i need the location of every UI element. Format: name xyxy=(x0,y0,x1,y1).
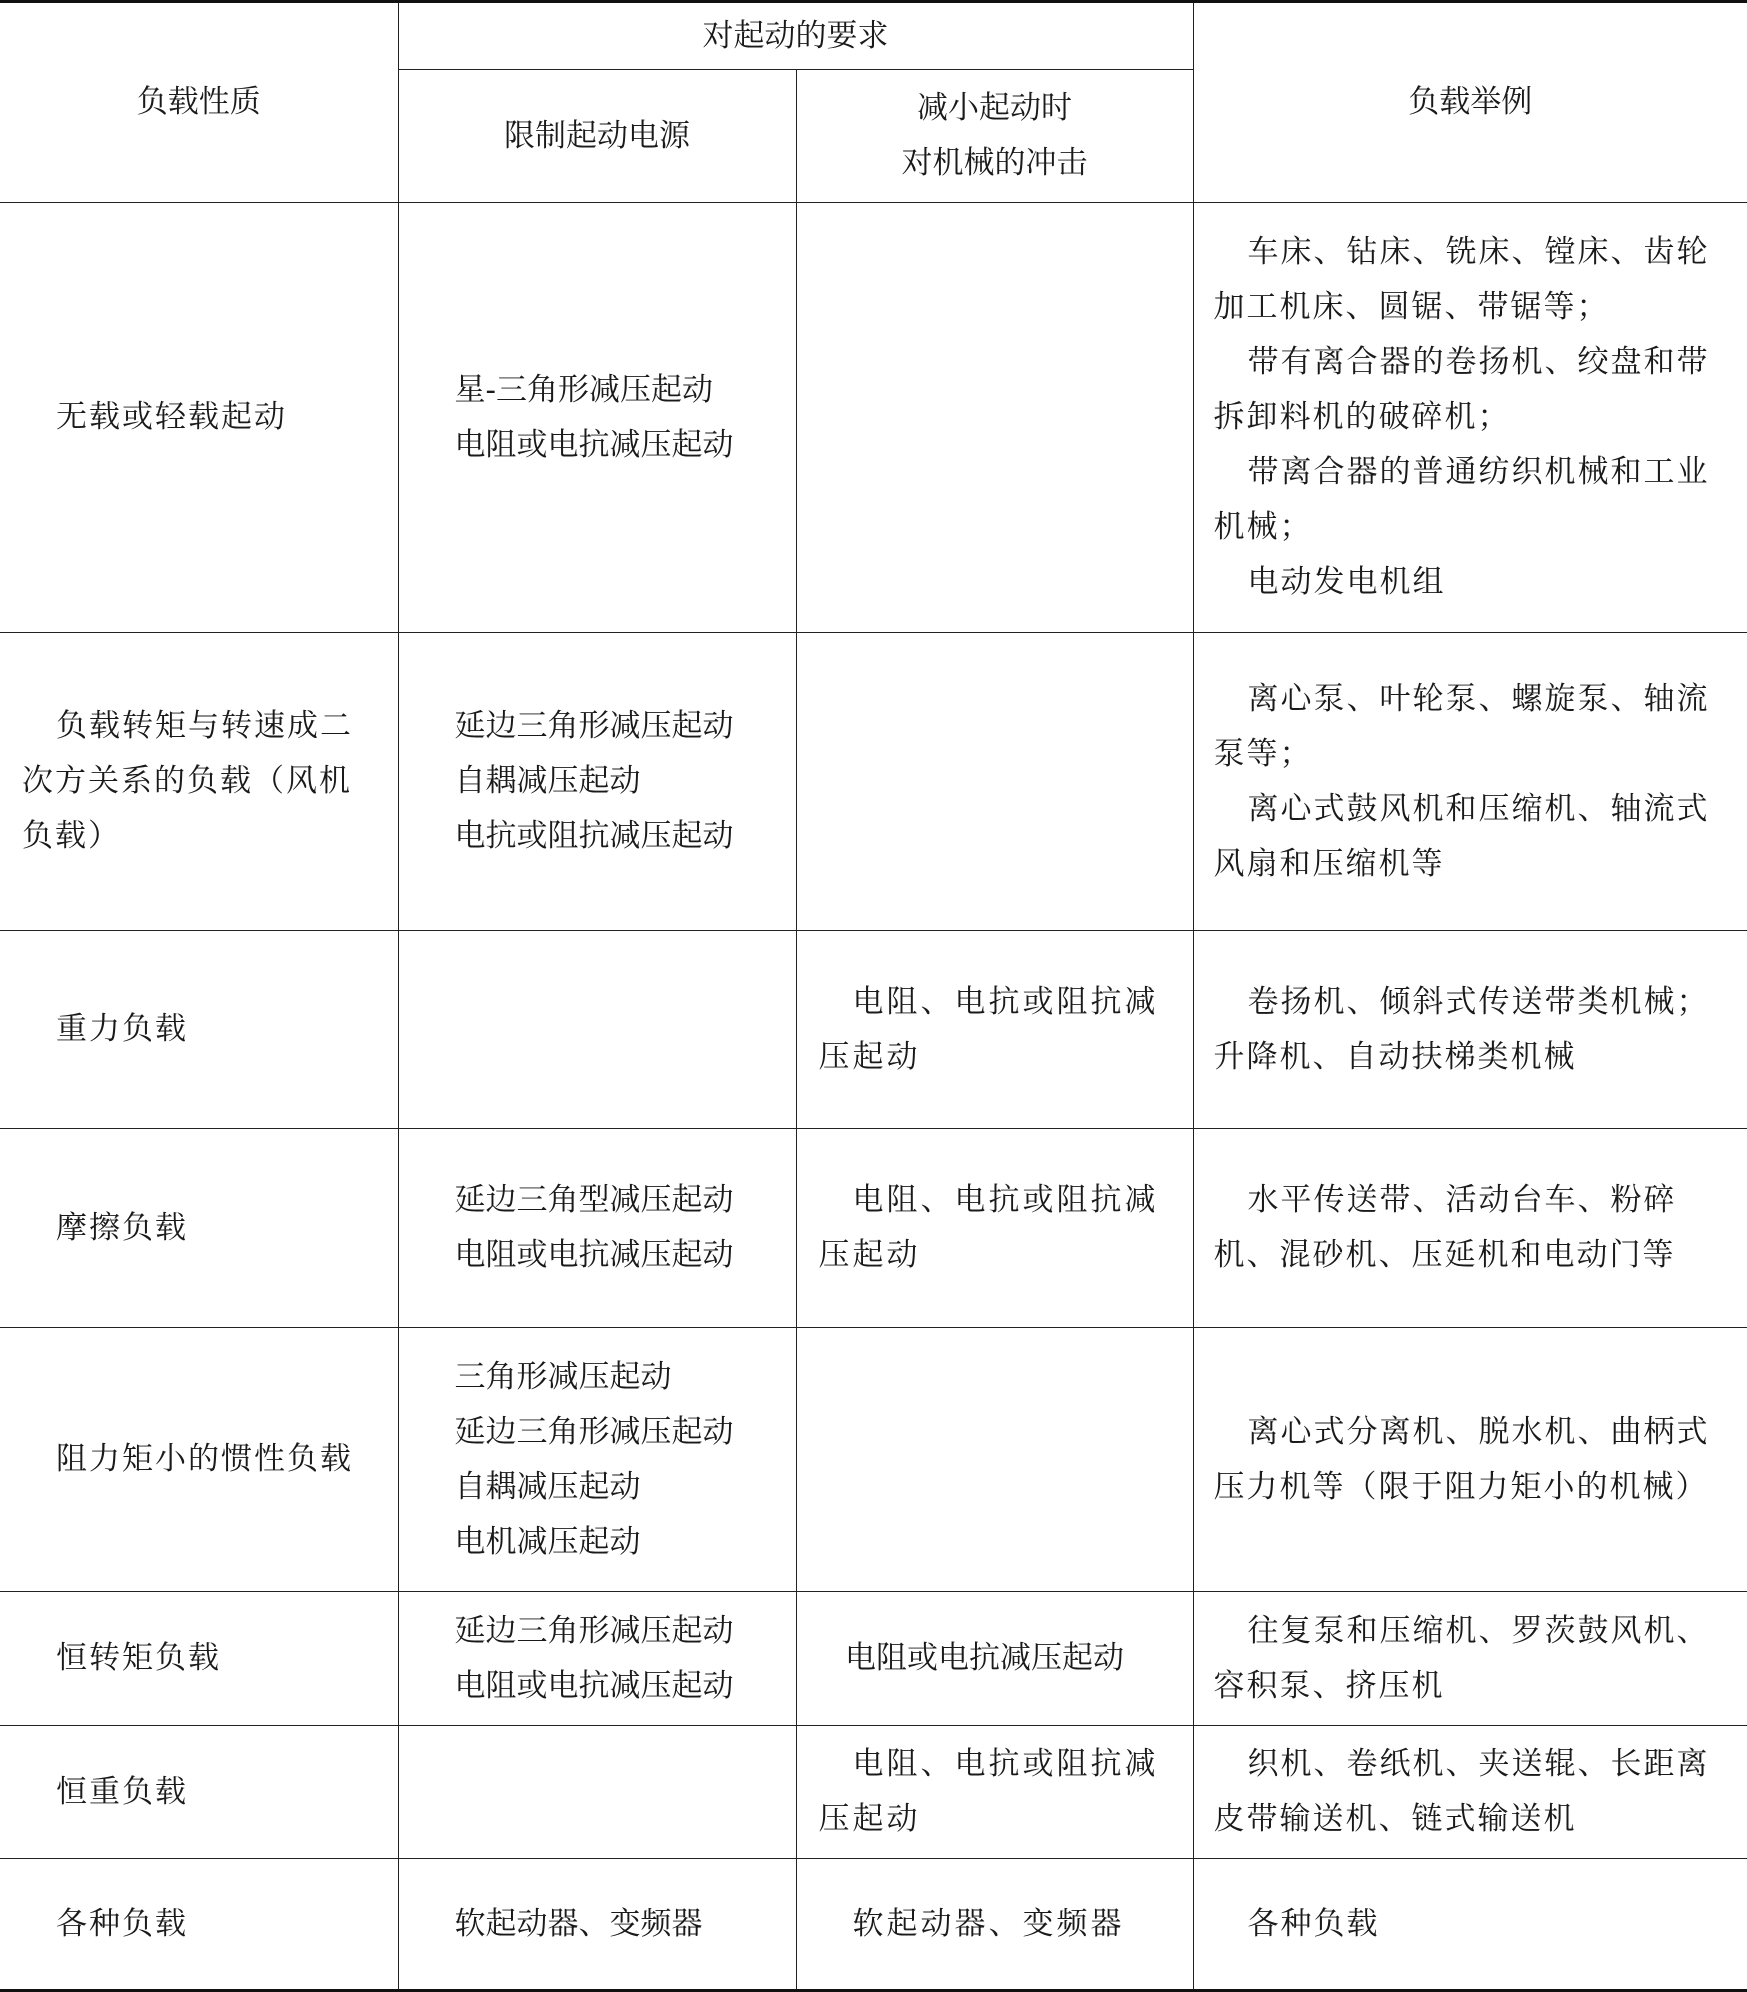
load-nature-text: 阻力矩小的惯性负载 xyxy=(56,1441,353,1477)
cell-load-examples xyxy=(1193,1592,1747,1726)
source-method: 电机减压起动 xyxy=(454,1523,641,1560)
source-method: 自耦减压起动 xyxy=(454,763,641,799)
cell-reduce-impact xyxy=(796,1328,1193,1592)
cell-load-examples xyxy=(1193,1129,1747,1328)
header-reduce-impact-line1: 减小起动时 xyxy=(917,90,1072,126)
example-paragraph: 车床、钻床、铣床、镗床、齿轮加工机床、圆锯、带锯等； xyxy=(1213,234,1710,325)
cell-reduce-impact xyxy=(796,203,1193,633)
cell-limit-source xyxy=(398,931,796,1129)
impact-method: 电阻、电抗或阻抗减压起动 xyxy=(818,1182,1159,1273)
source-method: 自耦减压起动 xyxy=(454,1468,641,1505)
cell-reduce-impact xyxy=(796,1129,1193,1328)
cell-load-nature xyxy=(0,1129,398,1328)
cell-reduce-impact xyxy=(796,633,1193,931)
source-method: 电阻或电抗减压起动 xyxy=(454,1667,734,1704)
example-paragraph: 电动发电机组 xyxy=(1247,564,1446,600)
load-nature-text: 重力负载 xyxy=(56,1011,188,1047)
cell-limit-source xyxy=(398,1592,796,1726)
cell-load-nature xyxy=(0,633,398,931)
cell-load-examples xyxy=(1193,1328,1747,1592)
source-method: 电阻或电抗减压起动 xyxy=(454,1237,734,1273)
example-paragraph: 离心式分离机、脱水机、曲柄式压力机等（限于阻力矩小的机械） xyxy=(1213,1413,1710,1505)
example-paragraph: 离心式鼓风机和压缩机、轴流式风扇和压缩机等 xyxy=(1213,790,1710,882)
cell-load-examples xyxy=(1193,1859,1747,1991)
table-row xyxy=(0,1726,1747,1859)
load-nature-text: 负载转矩与转速成二次方关系的负载（风机负载） xyxy=(22,708,353,854)
source-method: 三角形减压起动 xyxy=(454,1358,672,1395)
cell-limit-source xyxy=(398,633,796,931)
cell-load-nature xyxy=(0,1328,398,1592)
cell-limit-source xyxy=(398,1859,796,1991)
cell-load-examples xyxy=(1193,931,1747,1129)
impact-method: 电阻或电抗减压起动 xyxy=(845,1640,1124,1676)
cell-load-nature xyxy=(0,931,398,1129)
load-nature-text: 恒重负载 xyxy=(56,1773,188,1810)
example-paragraph: 往复泵和压缩机、罗茨鼓风机、容积泵、挤压机 xyxy=(1213,1612,1710,1704)
cell-limit-source xyxy=(398,1129,796,1328)
example-paragraph: 带有离合器的卷扬机、绞盘和带拆卸料机的破碎机； xyxy=(1213,344,1710,435)
load-nature-text: 无载或轻载起动 xyxy=(56,399,287,435)
header-load-nature-label: 负载性质 xyxy=(136,84,261,120)
cell-limit-source xyxy=(398,1726,796,1859)
header-start-requirements xyxy=(398,2,1193,70)
cell-reduce-impact xyxy=(796,1859,1193,1991)
source-method: 电阻或电抗减压起动 xyxy=(454,426,734,463)
source-method: 延边三角形减压起动 xyxy=(454,708,734,744)
cell-load-examples xyxy=(1193,1726,1747,1859)
source-method: 延边三角形减压起动 xyxy=(454,1413,734,1450)
header-load-examples xyxy=(1193,2,1747,203)
source-method: 软起动器、变频器 xyxy=(454,1905,703,1942)
source-method: 延边三角形减压起动 xyxy=(454,1612,734,1649)
cell-load-examples xyxy=(1193,633,1747,931)
source-method: 电抗或阻抗减压起动 xyxy=(454,818,734,854)
header-load-nature xyxy=(0,2,398,203)
cell-limit-source xyxy=(398,203,796,633)
example-paragraph: 各种负载 xyxy=(1247,1905,1380,1942)
example-paragraph: 离心泵、叶轮泵、螺旋泵、轴流泵等； xyxy=(1213,680,1710,772)
example-paragraph: 带离合器的普通纺织机械和工业机械； xyxy=(1213,454,1710,545)
table-row xyxy=(0,1859,1747,1991)
cell-reduce-impact xyxy=(796,1726,1193,1859)
load-nature-text: 恒转矩负载 xyxy=(56,1640,221,1676)
table-row xyxy=(0,633,1747,931)
header-load-examples-label: 负载举例 xyxy=(1408,84,1533,120)
cell-reduce-impact xyxy=(796,1592,1193,1726)
cell-load-nature xyxy=(0,1726,398,1859)
table-row xyxy=(0,1129,1747,1328)
cell-load-nature xyxy=(0,1859,398,1991)
load-nature-text: 摩擦负载 xyxy=(56,1209,188,1246)
header-reduce-impact xyxy=(796,70,1193,203)
header-limit-start-source-label: 限制起动电源 xyxy=(504,117,690,154)
impact-method: 软起动器、变频器 xyxy=(852,1905,1125,1942)
cell-load-examples xyxy=(1193,203,1747,633)
load-nature-text: 各种负载 xyxy=(56,1905,188,1942)
cell-load-nature xyxy=(0,1592,398,1726)
source-method: 星-三角形减压起动 xyxy=(454,371,713,408)
header-limit-start-source xyxy=(398,70,796,203)
table-row xyxy=(0,1592,1747,1726)
source-method: 延边三角型减压起动 xyxy=(454,1182,734,1218)
example-paragraph: 织机、卷纸机、夹送辊、长距离皮带输送机、链式输送机 xyxy=(1213,1746,1710,1837)
impact-method: 电阻、电抗或阻抗减压起动 xyxy=(818,983,1159,1075)
table-row xyxy=(0,203,1747,633)
cell-limit-source xyxy=(398,1328,796,1592)
table-row xyxy=(0,931,1747,1129)
cell-reduce-impact xyxy=(796,931,1193,1129)
example-paragraph: 水平传送带、活动台车、粉碎机、混砂机、压延机和电动门等 xyxy=(1213,1182,1677,1273)
impact-method: 电阻、电抗或阻抗减压起动 xyxy=(818,1746,1159,1837)
table-row xyxy=(0,1328,1747,1592)
cell-load-nature xyxy=(0,203,398,633)
header-reduce-impact-line2: 对机械的冲击 xyxy=(901,145,1088,181)
example-paragraph: 卷扬机、倾斜式传送带类机械；升降机、自动扶梯类机械 xyxy=(1213,983,1710,1075)
header-start-requirements-label: 对起动的要求 xyxy=(702,17,889,54)
